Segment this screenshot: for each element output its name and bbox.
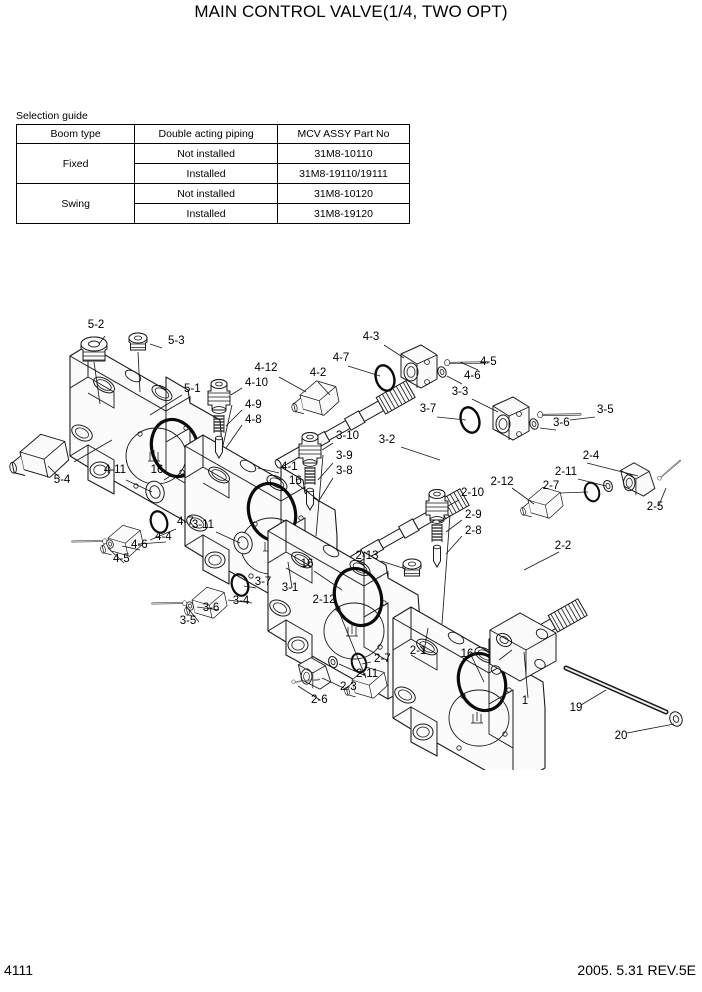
callout-3-7-a: 3-7 [419, 403, 437, 415]
table-row [17, 184, 410, 204]
callout-4-2: 4-2 [309, 367, 327, 379]
portblock-3-3 [493, 397, 529, 440]
handlecap-2-4 [621, 463, 655, 496]
callout-2-3: 2-3 [340, 681, 357, 693]
callout-3-7-b: 3-7 [254, 576, 272, 588]
bolt-4-5-b [72, 528, 108, 557]
callout-4-5-b: 4-5 [113, 553, 130, 565]
callout-3-2-a: 3-2 [378, 434, 396, 446]
cell-part-no: 31M8-19110/19111 [277, 164, 409, 184]
callout-4-10: 4-10 [245, 377, 269, 389]
nut-20 [668, 710, 685, 728]
callout-3-3: 3-3 [451, 386, 469, 398]
reliefvalve-4-10 [208, 380, 230, 414]
callout-5-3: 5-3 [168, 335, 185, 347]
header-part-no: MCV ASSY Part No [277, 125, 409, 144]
callout-3-6-b: 3-6 [202, 602, 220, 614]
callout-4-8: 4-8 [245, 414, 262, 426]
callout-3-8: 3-8 [336, 465, 353, 477]
selection-guide-caption: Selection guide [16, 110, 88, 122]
callout-3-4: 3-4 [232, 595, 250, 607]
callout-19: 19 [569, 702, 583, 714]
plug-5-3 [129, 333, 147, 350]
fitting-4-12 [288, 377, 342, 421]
page-title: MAIN CONTROL VALVE(1/4, TWO OPT) [194, 2, 508, 21]
callout-4-11: 4-11 [103, 464, 127, 476]
cell-piping: Installed [135, 204, 278, 224]
callout-16-d: 16 [460, 648, 474, 660]
cell-boom-type: Swing [17, 184, 135, 224]
selection-guide-table [16, 124, 410, 224]
callout-4-4: 4-4 [155, 531, 172, 543]
callout-2-1: 2-1 [409, 645, 427, 657]
plug-5-2 [81, 337, 107, 361]
callout-2-7-a: 2-7 [542, 480, 560, 492]
callout-2-9: 2-9 [465, 509, 482, 521]
callout-2-12-a: 2-12 [490, 476, 514, 488]
callout-20: 20 [614, 730, 628, 742]
callout-2-11-b: 2-11 [356, 668, 379, 680]
callout-3-10: 3-10 [336, 430, 360, 442]
callout-3-1: 3-1 [281, 582, 299, 594]
table-row [17, 144, 410, 164]
cell-piping: Not installed [135, 144, 278, 164]
callout-5-4: 5-4 [53, 474, 71, 486]
callout-4-3: 4-3 [362, 331, 380, 343]
callout-5-1: 5-1 [184, 383, 201, 395]
spring-2-9 [432, 524, 442, 542]
callout-3-6-a: 3-6 [553, 417, 570, 429]
callout-1: 1 [521, 695, 529, 707]
cell-piping: Installed [135, 164, 278, 184]
callout-2-2: 2-2 [554, 540, 572, 552]
callout-4-6-b: 4-6 [131, 539, 148, 551]
cell-boom-type: Fixed [17, 144, 135, 184]
callout-16-a: 16 [150, 464, 164, 476]
callout-4-5-a: 4-5 [480, 356, 497, 368]
callout-3-5-a: 3-5 [597, 404, 614, 416]
poppet-4-8 [216, 436, 223, 458]
callout-16-b: 16 [289, 475, 302, 487]
callout-4-7-a: 4-7 [332, 352, 350, 364]
callout-3-11: 3-11 [191, 519, 215, 531]
callout-3-5-b: 3-5 [179, 615, 197, 627]
callout-2-13: 2-13 [355, 550, 379, 562]
spring-3-9 [305, 467, 315, 485]
callout-5-2: 5-2 [87, 319, 105, 331]
cell-part-no: 31M8-10110 [277, 144, 409, 164]
table-header-row [17, 125, 410, 144]
oring-3-7-a [457, 405, 482, 435]
callout-4-6-a: 4-6 [464, 370, 481, 382]
washer-4-6-a [436, 366, 447, 379]
callout-2-4: 2-4 [582, 450, 600, 462]
header-piping: Double acting piping [135, 125, 278, 144]
callout-2-5: 2-5 [646, 501, 664, 513]
cell-part-no: 31M8-19120 [277, 204, 409, 224]
bolt-2-5 [656, 455, 680, 486]
washer-3-6-a [528, 418, 539, 431]
callout-4-7-b: 4-7 [177, 516, 194, 528]
reliefvalve-3-10 [299, 433, 321, 467]
exploded-parts-diagram [0, 300, 702, 770]
callout-2-7-b: 2-7 [374, 653, 391, 665]
header-boom-type: Boom type [17, 125, 135, 144]
washer-2-11-a [602, 479, 614, 493]
page-number: 4111 [4, 962, 34, 978]
callout-16-c: 16 [300, 558, 314, 570]
callout-2-10: 2-10 [461, 487, 485, 499]
callout-2-12-b: 2-12 [312, 594, 336, 606]
poppet-2-8 [434, 545, 441, 567]
cell-part-no: 31M8-10120 [277, 184, 409, 204]
revision-date: 2005. 5.31 REV.5E [577, 962, 696, 978]
cell-piping: Not installed [135, 184, 278, 204]
callout-2-11-a: 2-11 [554, 466, 578, 478]
callout-4-1: 4-1 [281, 461, 298, 473]
callout-2-8: 2-8 [465, 525, 482, 537]
plug-2-13 [403, 559, 421, 576]
callout-4-12: 4-12 [254, 362, 278, 374]
callout-3-9: 3-9 [336, 450, 353, 462]
callout-4-9: 4-9 [245, 399, 262, 411]
callout-2-6: 2-6 [311, 694, 328, 706]
